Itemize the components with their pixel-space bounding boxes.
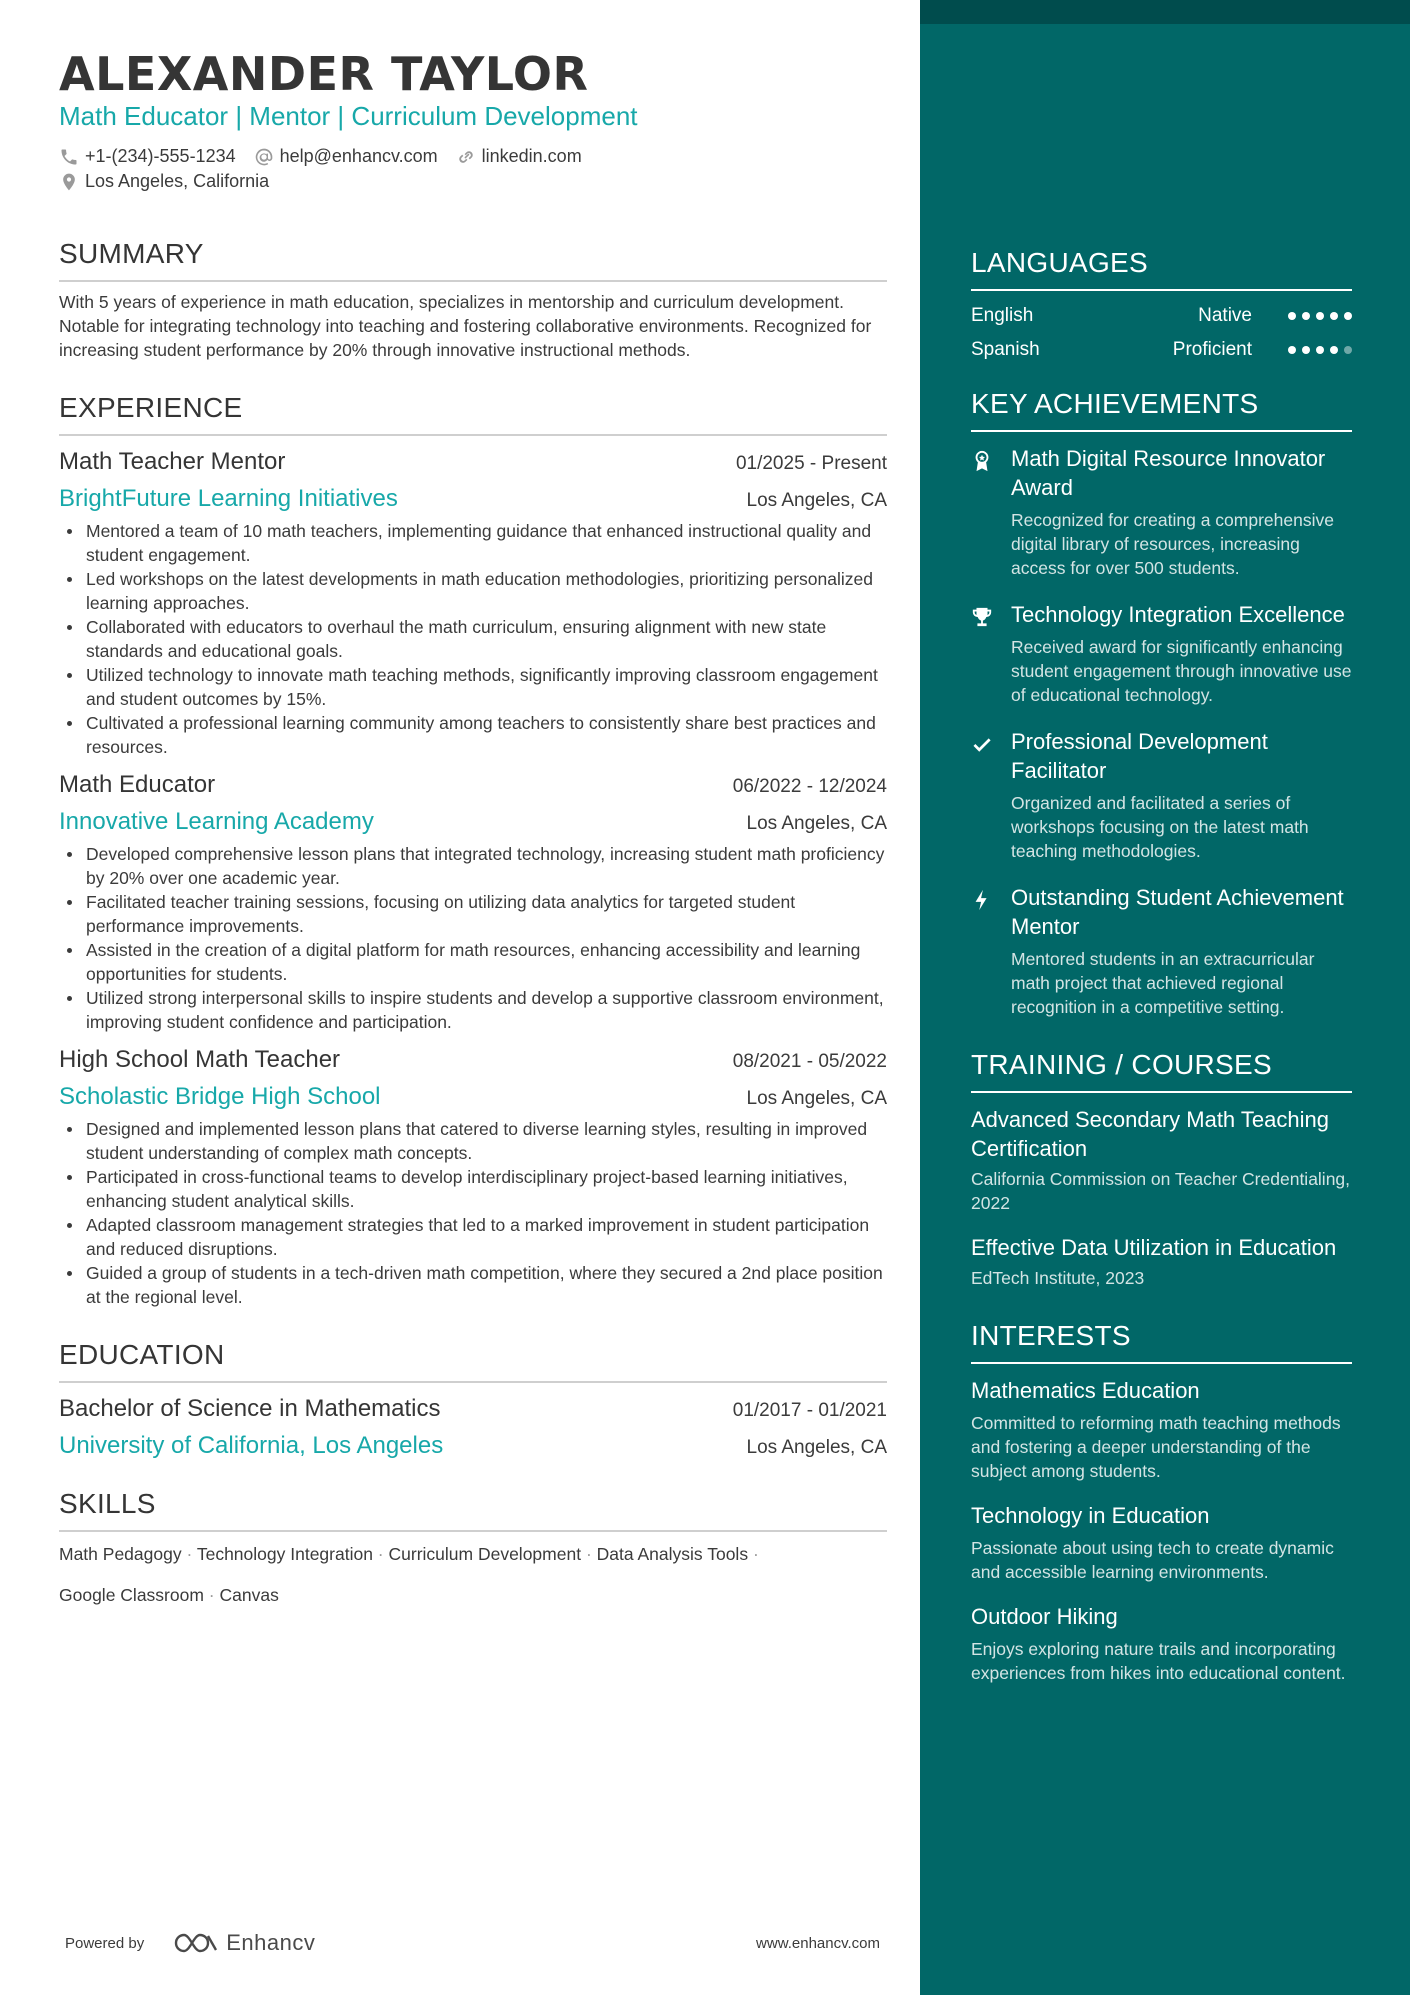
education-header bbox=[59, 1393, 887, 1425]
job-subheader bbox=[59, 1081, 887, 1113]
education-dates: 01/2017 - 01/2021 bbox=[732, 1400, 887, 1421]
job-entry bbox=[59, 1044, 887, 1309]
footer-powered bbox=[65, 1930, 315, 1956]
enhancv-logo-icon bbox=[172, 1930, 220, 1956]
achievement-icon-wrap bbox=[971, 600, 1011, 707]
contact-email[interactable] bbox=[254, 146, 438, 167]
experience-section bbox=[59, 392, 887, 1309]
language-dots bbox=[1282, 346, 1352, 354]
proficiency-dot-empty bbox=[1344, 346, 1352, 354]
contact-phone bbox=[59, 146, 236, 167]
achievement-item bbox=[971, 727, 1352, 863]
candidate-name: ALEXANDER TAYLOR bbox=[59, 47, 589, 101]
course-provider: EdTech Institute, 2023 bbox=[971, 1268, 1145, 1288]
education-school: University of California, Los Angeles bbox=[59, 1432, 444, 1459]
proficiency-dot-filled bbox=[1302, 346, 1310, 354]
phone-icon bbox=[59, 147, 79, 167]
job-bullet: Assisted in the creation of a digital platform for math resources, enhancing accessibility and learning opportunities for students. bbox=[59, 938, 887, 986]
job-dates: 01/2025 - Present bbox=[735, 453, 887, 474]
achievement-desc: Received award for significantly enhancing student engagement through innovative use of educational technology. bbox=[1011, 637, 1352, 705]
job-bullets bbox=[59, 1117, 887, 1309]
job-company: BrightFuture Learning Initiatives bbox=[59, 485, 398, 512]
interests-section bbox=[971, 1320, 1352, 1685]
job-bullet: Cultivated a professional learning community among teachers to consistently share best practices and resources. bbox=[59, 711, 887, 759]
language-dots bbox=[1282, 312, 1352, 320]
education-entry bbox=[59, 1393, 887, 1462]
link-icon bbox=[456, 147, 476, 167]
skill-item: Curriculum Development bbox=[388, 1544, 582, 1564]
interest-title: Technology in Education bbox=[971, 1503, 1210, 1528]
job-bullet: Developed comprehensive lesson plans that integrated technology, increasing student math proficiency by 20% over one academic year. bbox=[59, 842, 887, 890]
interest-item bbox=[971, 1501, 1352, 1584]
education-degree: Bachelor of Science in Mathematics bbox=[59, 1395, 441, 1422]
job-entry bbox=[59, 769, 887, 1034]
course-provider: California Commission on Teacher Credentialing, 2022 bbox=[971, 1169, 1351, 1213]
contact-location bbox=[59, 171, 269, 192]
job-bullets bbox=[59, 519, 887, 759]
job-title: High School Math Teacher bbox=[59, 1046, 341, 1073]
achievement-body bbox=[1011, 727, 1352, 863]
interest-item bbox=[971, 1602, 1352, 1685]
footer bbox=[65, 1930, 880, 1956]
proficiency-dot-filled bbox=[1330, 346, 1338, 354]
language-name: Spanish bbox=[971, 339, 1040, 360]
achievement-icon-wrap bbox=[971, 883, 1011, 1019]
job-bullet: Adapted classroom management strategies that led to a marked improvement in student participation and reduced disruptions. bbox=[59, 1213, 887, 1261]
job-bullet: Led workshops on the latest developments in math education methodologies, prioritizing personalized learning approaches. bbox=[59, 567, 887, 615]
skill-item: Technology Integration bbox=[196, 1544, 373, 1564]
skills-title: SKILLS bbox=[59, 1488, 887, 1532]
skills-section bbox=[59, 1488, 887, 1616]
job-bullets bbox=[59, 842, 887, 1034]
sidebar bbox=[920, 0, 1410, 1995]
interest-title: Mathematics Education bbox=[971, 1378, 1200, 1403]
interest-item bbox=[971, 1376, 1352, 1483]
lightning-bolt-icon bbox=[971, 889, 993, 911]
training-title: TRAINING / COURSES bbox=[971, 1049, 1352, 1093]
language-proficiency bbox=[1198, 305, 1352, 327]
language-level: Native bbox=[1198, 305, 1252, 326]
skill-item: Canvas bbox=[219, 1585, 279, 1605]
job-dates: 08/2021 - 05/2022 bbox=[732, 1051, 887, 1072]
summary-section bbox=[59, 238, 887, 362]
course-item bbox=[971, 1233, 1352, 1290]
achievement-desc: Organized and facilitated a series of workshops focusing on the latest math teaching methodologies. bbox=[1011, 793, 1309, 861]
contact-linkedin[interactable] bbox=[456, 146, 582, 167]
job-company: Scholastic Bridge High School bbox=[59, 1083, 381, 1110]
contact-row-location bbox=[59, 171, 887, 192]
checkmark-icon bbox=[971, 733, 993, 755]
location-text: Los Angeles, California bbox=[85, 171, 270, 191]
job-bullet: Utilized strong interpersonal skills to inspire students and develop a supportive classroom environment, improving student confidence and participation. bbox=[59, 986, 887, 1034]
sidebar-top-band bbox=[920, 0, 1410, 24]
achievement-body bbox=[1011, 883, 1352, 1019]
skill-item: Data Analysis Tools bbox=[596, 1544, 749, 1564]
job-bullet: Utilized technology to innovate math teaching methods, significantly improving classroom engagement and student outcomes by 15%. bbox=[59, 663, 887, 711]
achievement-desc: Mentored students in an extracurricular math project that achieved regional recognition in a competitive setting. bbox=[1011, 949, 1315, 1017]
achievement-desc: Recognized for creating a comprehensive digital library of resources, increasing access for over 500 students. bbox=[1011, 510, 1334, 578]
achievement-item bbox=[971, 883, 1352, 1019]
job-location: Los Angeles, CA bbox=[746, 1088, 887, 1109]
interest-title: Outdoor Hiking bbox=[971, 1604, 1118, 1629]
achievement-title: Technology Integration Excellence bbox=[1011, 602, 1345, 627]
location-pin-icon bbox=[59, 172, 79, 192]
job-bullet: Participated in cross-functional teams to develop interdisciplinary project-based learning initiatives, enhancing student analytical skills. bbox=[59, 1165, 887, 1213]
enhancv-logo[interactable] bbox=[172, 1930, 315, 1956]
job-bullet: Collaborated with educators to overhaul the math curriculum, ensuring alignment with new state standards and educational goals. bbox=[59, 615, 887, 663]
interest-desc: Committed to reforming math teaching methods and fostering a deeper understanding of the subject among students. bbox=[971, 1413, 1341, 1481]
achievements-title: KEY ACHIEVEMENTS bbox=[971, 388, 1352, 432]
training-section bbox=[971, 1049, 1352, 1290]
job-bullet: Guided a group of students in a tech-driven math competition, where they secured a 2nd place position at the regional level. bbox=[59, 1261, 887, 1309]
job-bullet: Designed and implemented lesson plans that catered to diverse learning styles, resulting in improved student understanding of complex math concepts. bbox=[59, 1117, 887, 1165]
language-name: English bbox=[971, 305, 1034, 326]
job-entry bbox=[59, 446, 887, 759]
achievement-title: Math Digital Resource Innovator Award bbox=[1011, 446, 1326, 500]
language-proficiency bbox=[1173, 339, 1352, 361]
job-header bbox=[59, 769, 887, 801]
proficiency-dot-filled bbox=[1330, 312, 1338, 320]
award-ribbon-icon bbox=[971, 450, 993, 472]
powered-by-text: Powered by bbox=[65, 1934, 145, 1952]
job-subheader bbox=[59, 806, 887, 838]
experience-title: EXPERIENCE bbox=[59, 392, 887, 436]
achievements-section bbox=[971, 388, 1352, 1019]
language-row bbox=[971, 300, 1352, 332]
interest-desc: Passionate about using tech to create dynamic and accessible learning environments. bbox=[971, 1538, 1334, 1582]
phone-text: +1-(234)-555-1234 bbox=[85, 146, 236, 166]
job-title: Math Teacher Mentor bbox=[59, 448, 286, 475]
job-header bbox=[59, 1044, 887, 1076]
language-row bbox=[971, 334, 1352, 366]
job-dates: 06/2022 - 12/2024 bbox=[732, 776, 887, 797]
skills-list: Math Pedagogy · Technology Integration · Curriculum Development · Data Analysis Tools · Google Classroom · Canvas bbox=[59, 1544, 759, 1605]
contact-row bbox=[59, 146, 887, 167]
achievement-body bbox=[1011, 600, 1352, 707]
achievement-title: Professional Development Facilitator bbox=[1011, 729, 1268, 783]
course-title: Effective Data Utilization in Education bbox=[971, 1235, 1337, 1260]
achievement-title: Outstanding Student Achievement Mentor bbox=[1011, 885, 1344, 939]
skill-item: Google Classroom bbox=[59, 1585, 204, 1605]
achievement-icon-wrap bbox=[971, 444, 1011, 580]
at-sign-icon bbox=[254, 147, 274, 167]
trophy-icon bbox=[971, 606, 993, 628]
proficiency-dot-filled bbox=[1316, 346, 1324, 354]
job-bullet: Mentored a team of 10 math teachers, implementing guidance that enhanced instructional quality and student engagement. bbox=[59, 519, 887, 567]
achievement-icon-wrap bbox=[971, 727, 1011, 863]
proficiency-dot-filled bbox=[1316, 312, 1324, 320]
proficiency-dot-filled bbox=[1344, 312, 1352, 320]
proficiency-dot-filled bbox=[1302, 312, 1310, 320]
summary-text: With 5 years of experience in math education, specializes in mentorship and curriculum development. Notable for integrating technology into teaching and fostering collaborative environments. Recognized for increasing student performance by 20% through innovative instructional methods. bbox=[59, 292, 872, 360]
education-location: Los Angeles, CA bbox=[746, 1437, 887, 1458]
skill-item: Math Pedagogy bbox=[59, 1544, 182, 1564]
footer-url[interactable]: www.enhancv.com bbox=[756, 1934, 880, 1952]
languages-title: LANGUAGES bbox=[971, 247, 1352, 291]
education-section bbox=[59, 1339, 887, 1462]
interest-desc: Enjoys exploring nature trails and incorporating experiences from hikes into educational content. bbox=[971, 1639, 1346, 1683]
brand-text: Enhancv bbox=[226, 1930, 316, 1955]
language-level: Proficient bbox=[1172, 339, 1252, 360]
achievement-body bbox=[1011, 444, 1352, 580]
achievement-item bbox=[971, 444, 1352, 580]
education-subheader bbox=[59, 1430, 887, 1462]
course-item bbox=[971, 1105, 1352, 1215]
job-location: Los Angeles, CA bbox=[746, 813, 887, 834]
email-text: help@enhancv.com bbox=[279, 146, 438, 166]
course-title: Advanced Secondary Math Teaching Certification bbox=[971, 1107, 1329, 1161]
candidate-tagline: Math Educator | Mentor | Curriculum Development bbox=[59, 101, 638, 131]
job-location: Los Angeles, CA bbox=[746, 490, 887, 511]
education-title: EDUCATION bbox=[59, 1339, 887, 1383]
summary-title: SUMMARY bbox=[59, 238, 887, 282]
linkedin-text: linkedin.com bbox=[481, 146, 582, 166]
job-subheader bbox=[59, 483, 887, 515]
job-bullet: Facilitated teacher training sessions, focusing on utilizing data analytics for targeted student performance improvements. bbox=[59, 890, 887, 938]
proficiency-dot-filled bbox=[1288, 346, 1296, 354]
job-title: Math Educator bbox=[59, 771, 216, 798]
job-header bbox=[59, 446, 887, 478]
job-company: Innovative Learning Academy bbox=[59, 808, 374, 835]
languages-section bbox=[971, 247, 1352, 366]
sidebar-content bbox=[971, 247, 1352, 1685]
achievement-item bbox=[971, 600, 1352, 707]
interests-title: INTERESTS bbox=[971, 1320, 1352, 1364]
proficiency-dot-filled bbox=[1288, 312, 1296, 320]
